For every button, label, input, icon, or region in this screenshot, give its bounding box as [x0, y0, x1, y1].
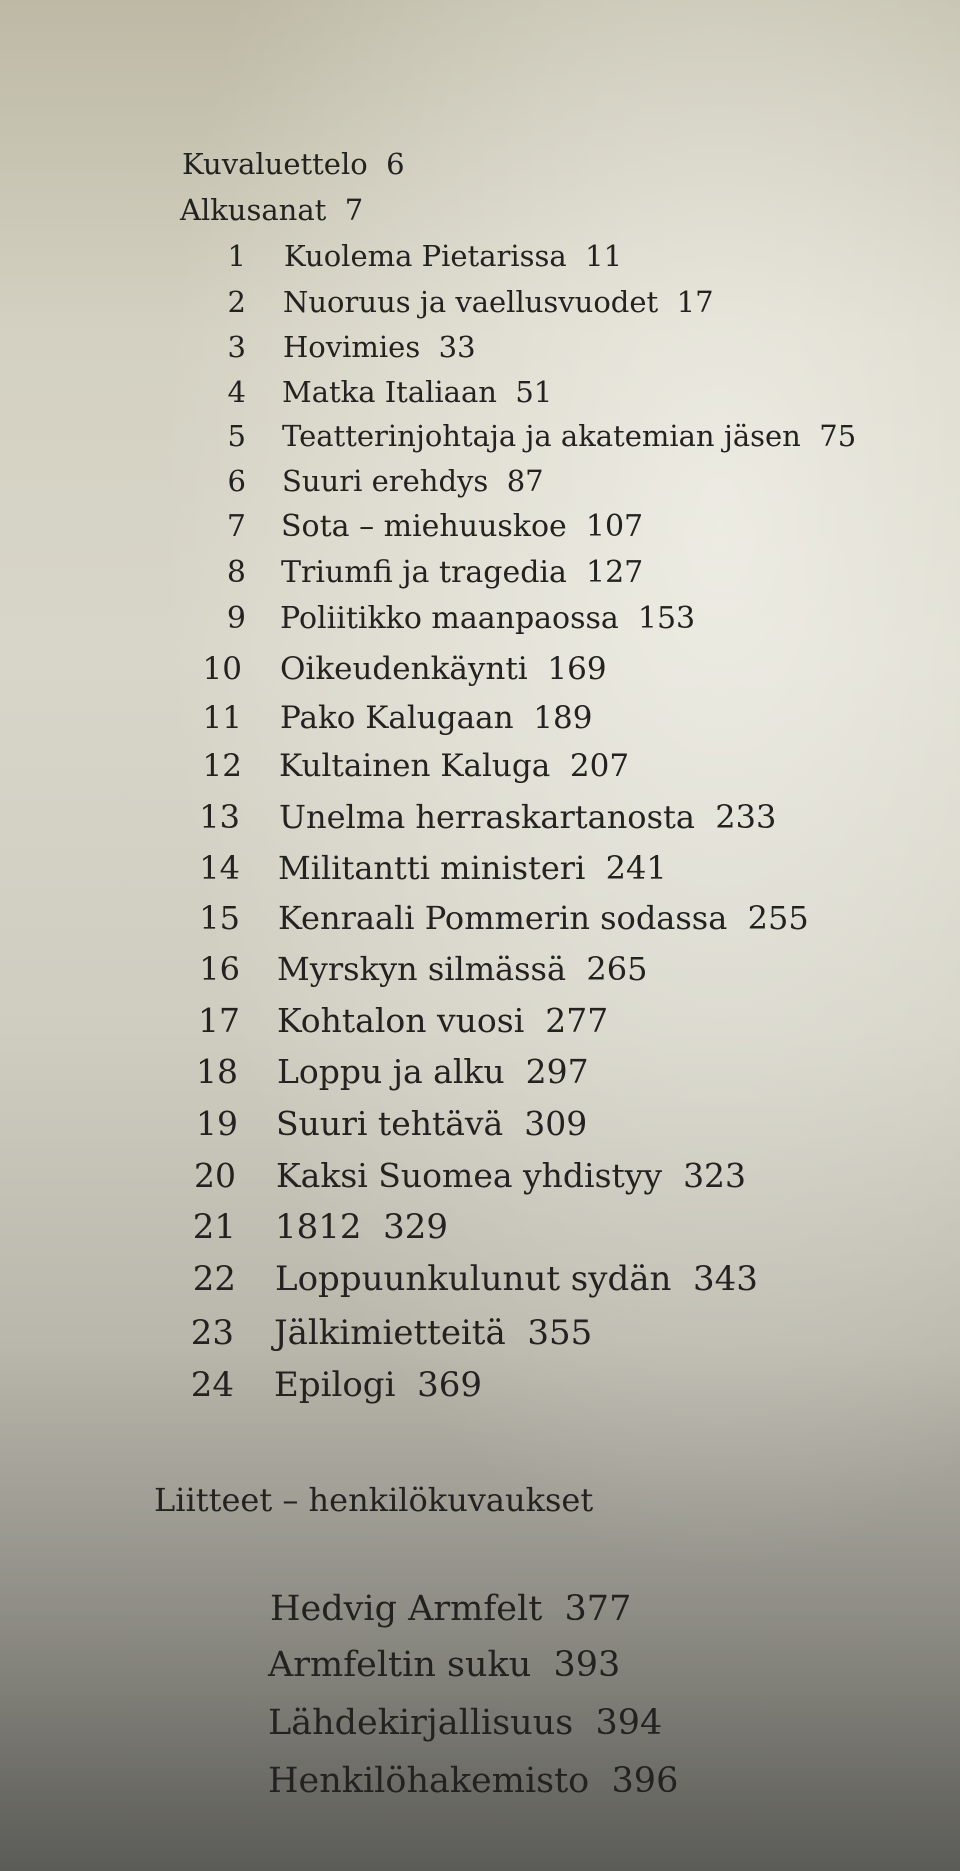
chapter-title: Pako Kalugaan: [280, 700, 514, 736]
chapter-entry: [277, 1001, 609, 1040]
chapter-page: 87: [506, 464, 544, 498]
chapter-number: 17: [198, 1001, 240, 1040]
chapter-title: Jälkimietteitä: [274, 1313, 506, 1353]
appendix-page: 394: [595, 1703, 663, 1743]
chapter-entry: [284, 239, 623, 273]
chapter-number: 10: [202, 651, 242, 687]
chapter-title: Nuoruus ja vaellusvuodet: [283, 285, 659, 319]
chapter-page: 127: [586, 555, 644, 590]
entry-title: Kuvaluettelo: [182, 147, 368, 181]
chapter-number: 13: [199, 798, 240, 836]
chapter-page: 75: [819, 419, 857, 453]
chapter-title: Kuolema Pietarissa: [284, 239, 567, 273]
chapter-number: 19: [196, 1104, 238, 1143]
chapter-entry: [282, 464, 544, 498]
entry-page: 7: [344, 193, 364, 227]
chapter-number: 6: [227, 464, 246, 498]
chapter-entry: [281, 555, 644, 590]
chapter-page: 107: [585, 509, 644, 544]
chapter-title: Myrskyn silmässä: [277, 950, 567, 988]
chapter-number: 18: [196, 1052, 238, 1091]
chapter-entry: [276, 1104, 588, 1143]
chapter-page: 169: [547, 651, 607, 687]
chapter-page: 343: [693, 1259, 758, 1299]
chapter-entry: [277, 1052, 589, 1091]
appendix-heading: Liitteet – henkilökuvaukset: [154, 1481, 594, 1519]
chapter-entry: [283, 285, 714, 319]
chapter-title: Kohtalon vuosi: [277, 1001, 525, 1040]
entry-title: Alkusanat: [180, 193, 327, 227]
chapter-page: 233: [715, 798, 777, 836]
chapter-page: 33: [438, 330, 476, 364]
chapter-page: 11: [585, 239, 623, 273]
chapter-title: Sota – miehuuskoe: [281, 509, 567, 544]
chapter-number: 23: [190, 1313, 234, 1353]
chapter-number: 7: [226, 509, 246, 544]
chapter-entry: [279, 798, 777, 836]
chapter-entry: [277, 950, 648, 988]
entry-page: 6: [386, 147, 405, 181]
appendix-page: 393: [553, 1645, 621, 1685]
appendix-entry: [270, 1589, 632, 1629]
appendix-title: Henkilöhakemisto: [268, 1761, 590, 1801]
chapter-entry: [282, 419, 857, 453]
chapter-page: 277: [545, 1001, 609, 1040]
chapter-number: 22: [192, 1259, 236, 1299]
chapter-page: 51: [515, 375, 553, 409]
chapter-title: Poliitikko maanpaossa: [280, 601, 619, 636]
chapter-page: 369: [417, 1365, 482, 1405]
chapter-number: 1: [227, 239, 246, 273]
chapter-entry: [275, 1259, 758, 1299]
front-matter-entry: [182, 147, 405, 181]
chapter-number: 11: [202, 700, 242, 736]
chapter-title: Kultainen Kaluga: [279, 748, 551, 784]
chapter-title: Matka Italiaan: [282, 375, 497, 409]
chapter-entry: [278, 849, 667, 887]
appendix-page: 377: [564, 1589, 632, 1629]
chapter-entry: [280, 651, 607, 687]
chapter-title: Epilogi: [274, 1365, 396, 1405]
chapter-title: Unelma herraskartanosta: [279, 798, 695, 836]
chapter-entry: [280, 601, 696, 636]
chapter-page: 309: [524, 1104, 588, 1143]
chapter-number: 3: [227, 330, 246, 364]
chapter-title: Suuri erehdys: [282, 464, 489, 498]
chapter-entry: [278, 899, 809, 937]
chapter-number: 15: [199, 899, 240, 937]
chapter-title: Hovimies: [283, 330, 421, 364]
chapter-page: 207: [569, 748, 630, 784]
appendix-title: Lähdekirjallisuus: [268, 1703, 574, 1743]
chapter-entry: [275, 1207, 449, 1247]
chapter-number: 5: [227, 419, 246, 453]
appendix-title: Hedvig Armfelt: [270, 1589, 543, 1629]
chapter-number: 4: [227, 375, 246, 409]
chapter-title: Teatterinjohtaja ja akatemian jäsen: [282, 419, 801, 453]
chapter-title: 1812: [275, 1207, 362, 1247]
chapter-number: 20: [194, 1156, 236, 1195]
appendix-page: 396: [611, 1761, 679, 1801]
chapter-page: 189: [533, 700, 593, 736]
chapter-number: 12: [202, 748, 242, 784]
chapter-title: Loppuunkulunut sydän: [275, 1259, 672, 1299]
chapter-page: 17: [676, 285, 714, 319]
chapter-entry: [281, 509, 644, 544]
chapter-page: 297: [525, 1052, 589, 1091]
chapter-title: Triumfi ja tragedia: [281, 555, 567, 590]
front-matter-entry: [180, 193, 364, 227]
chapter-page: 153: [637, 601, 696, 636]
chapter-number: 14: [199, 849, 240, 887]
chapter-page: 265: [586, 950, 648, 988]
chapter-number: 8: [226, 555, 246, 590]
chapter-page: 329: [383, 1207, 449, 1247]
appendix-entry: [268, 1761, 679, 1801]
chapter-entry: [280, 700, 593, 736]
chapter-number: 21: [192, 1207, 236, 1247]
chapter-number: 2: [227, 285, 246, 319]
chapter-page: 241: [605, 849, 667, 887]
chapter-page: 323: [683, 1156, 747, 1195]
chapter-entry: [282, 375, 553, 409]
chapter-entry: [279, 748, 630, 784]
chapter-title: Suuri tehtävä: [276, 1104, 504, 1143]
chapter-number: 24: [190, 1365, 234, 1405]
appendix-title: Armfeltin suku: [268, 1645, 532, 1685]
chapter-number: 16: [199, 950, 240, 988]
chapter-title: Loppu ja alku: [277, 1052, 505, 1091]
chapter-title: Militantti ministeri: [278, 849, 586, 887]
appendix-entry: [268, 1703, 663, 1743]
chapter-page: 355: [527, 1313, 593, 1353]
chapter-entry: [276, 1156, 747, 1195]
chapter-entry: [283, 330, 476, 364]
chapter-entry: [274, 1313, 593, 1353]
chapter-page: 255: [747, 899, 809, 937]
chapter-number: 9: [226, 601, 246, 636]
chapter-title: Kaksi Suomea yhdistyy: [276, 1156, 663, 1195]
appendix-entry: [268, 1645, 621, 1685]
chapter-entry: [274, 1365, 482, 1405]
chapter-title: Kenraali Pommerin sodassa: [278, 899, 728, 937]
chapter-title: Oikeudenkäynti: [280, 651, 528, 687]
